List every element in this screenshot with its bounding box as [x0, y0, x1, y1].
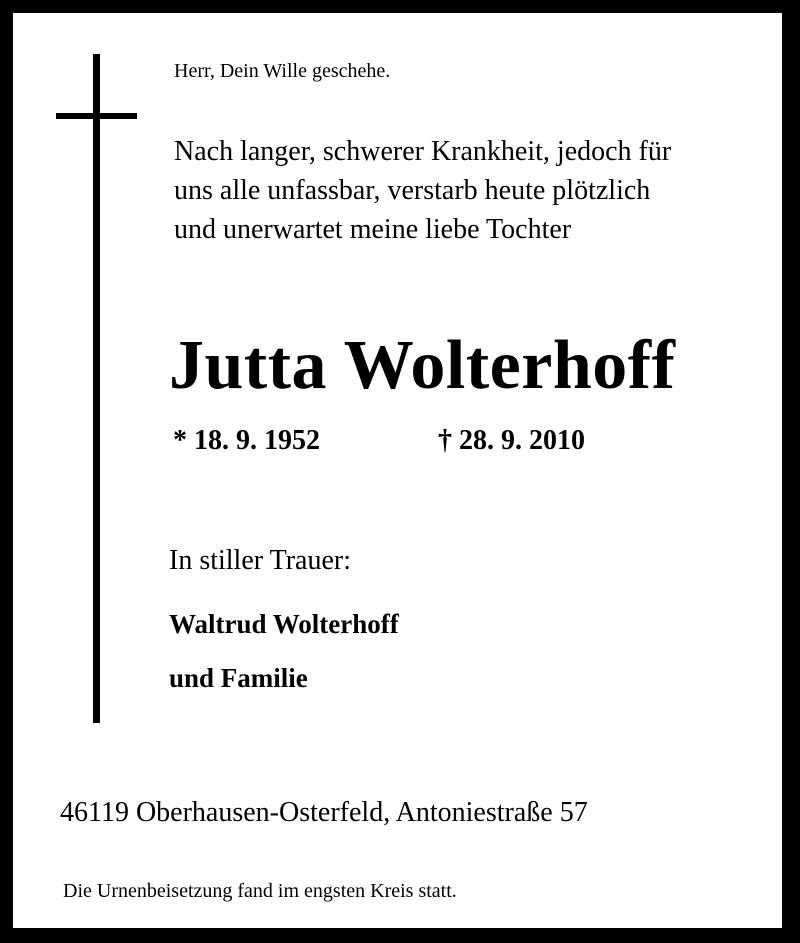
cross-horizontal-bar — [56, 113, 137, 119]
mourner-family: und Familie — [169, 663, 308, 693]
intro-line-1: Nach langer, schwerer Krankheit, jedoch für — [174, 136, 672, 167]
deceased-name: Jutta Wolterhoff — [169, 327, 676, 404]
address: 46119 Oberhausen-Osterfeld, Antoniestraße 57 — [60, 797, 588, 828]
burial-note: Die Urnenbeisetzung fand im engsten Kreis statt. — [63, 880, 457, 902]
cross-vertical-bar — [93, 54, 100, 723]
mourning-label: In stiller Trauer: — [169, 545, 351, 576]
obituary-card — [13, 13, 782, 928]
intro-text — [174, 132, 774, 249]
birth-date: * 18. 9. 1952 — [173, 425, 320, 456]
intro-line-2: uns alle unfassbar, verstarb heute plötzlich — [174, 175, 651, 206]
death-date: † 28. 9. 2010 — [438, 425, 585, 456]
intro-line-3: und unerwartet meine liebe Tochter — [174, 214, 572, 245]
motto: Herr, Dein Wille geschehe. — [174, 60, 391, 82]
mourner-name: Waltrud Wolterhoff — [169, 609, 399, 639]
